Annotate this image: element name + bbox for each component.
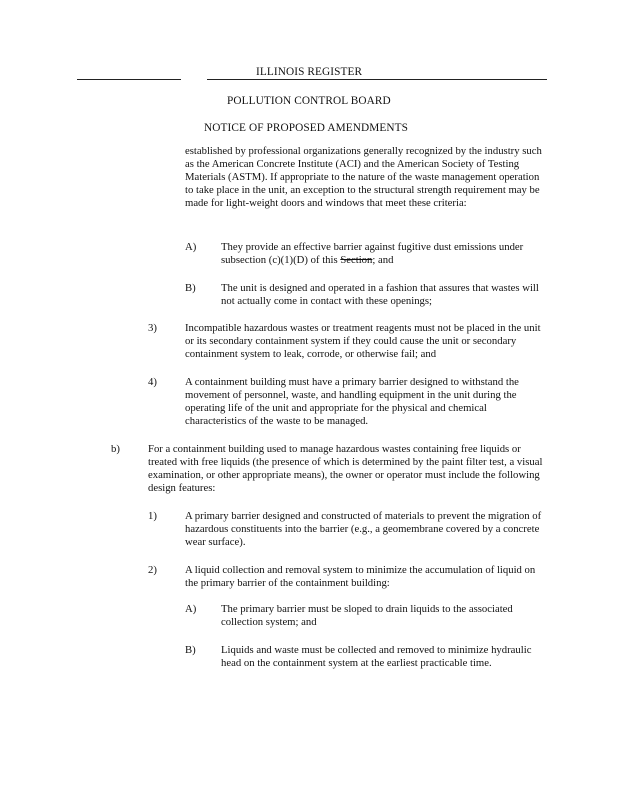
item-b-label: B) <box>185 282 196 294</box>
intro-paragraph: established by professional organizations generally recognized by the industry such as the American Concrete Institute (ACI) and the American Society of Testing Materials (ASTM). If appropriate to the nature of the waste management operation to take place in the unit, an exception to the structural strength requirement may be made for light-weight doors and windows that meet these criteria: <box>185 145 542 210</box>
b2-item-b-label: B) <box>185 644 196 656</box>
section-b-label: b) <box>111 443 120 455</box>
b-item-2-label: 2) <box>148 564 157 576</box>
item-b-text: The unit is designed and operated in a fashion that assures that wastes will not actually come in contact with these openings; <box>221 282 539 308</box>
b2-item-a-label: A) <box>185 603 197 615</box>
header-rule-left <box>77 79 181 80</box>
b2-item-b-text: Liquids and waste must be collected and removed to minimize hydraulic head on the containment system at the earliest practicable time. <box>221 644 532 670</box>
header-rule-right <box>207 79 547 80</box>
item-a-text <box>221 241 547 267</box>
b-item-1-text: A primary barrier designed and constructed of materials to prevent the migration of hazardous constituents into the barrier (e.g., a geomembrane covered by a concrete wear surface). <box>185 510 542 549</box>
b-item-1-label: 1) <box>148 510 157 522</box>
notice-title: NOTICE OF PROPOSED AMENDMENTS <box>204 122 409 134</box>
item-a-label: A) <box>185 241 197 253</box>
b2-item-a-text: The primary barrier must be sloped to drain liquids to the associated collection system; and <box>221 603 513 629</box>
struck-word: Section <box>340 254 373 267</box>
item-3-label: 3) <box>148 322 157 334</box>
register-title: ILLINOIS REGISTER <box>256 66 363 78</box>
item-a-text-after: ; and <box>372 254 394 267</box>
item-4-label: 4) <box>148 376 157 388</box>
b-item-2-text: A liquid collection and removal system to minimize the accumulation of liquid on the primary barrier of the containment building: <box>185 564 536 590</box>
item-a-text-before: They provide an effective barrier against fugitive dust emissions under subsection (c)(1)(D) of this <box>221 241 524 267</box>
item-3-text: Incompatible hazardous wastes or treatment reagents must not be placed in the unit or its secondary containment system if they could cause the unit or secondary containment system to leak, corrode, or otherwise fail; and <box>185 322 541 361</box>
section-b-text: For a containment building used to manage hazardous wastes containing free liquids or treated with free liquids (the presence of which is determined by the paint filter test, a visual examination, or other appropriate means), the owner or operator must include the following design features: <box>148 443 543 495</box>
board-title: POLLUTION CONTROL BOARD <box>227 95 391 107</box>
item-4-text: A containment building must have a primary barrier designed to withstand the movement of personnel, waste, and handling equipment in the unit during the operating life of the unit and appropriate for the physical and chemical characteristics of the waste to be managed. <box>185 376 519 428</box>
